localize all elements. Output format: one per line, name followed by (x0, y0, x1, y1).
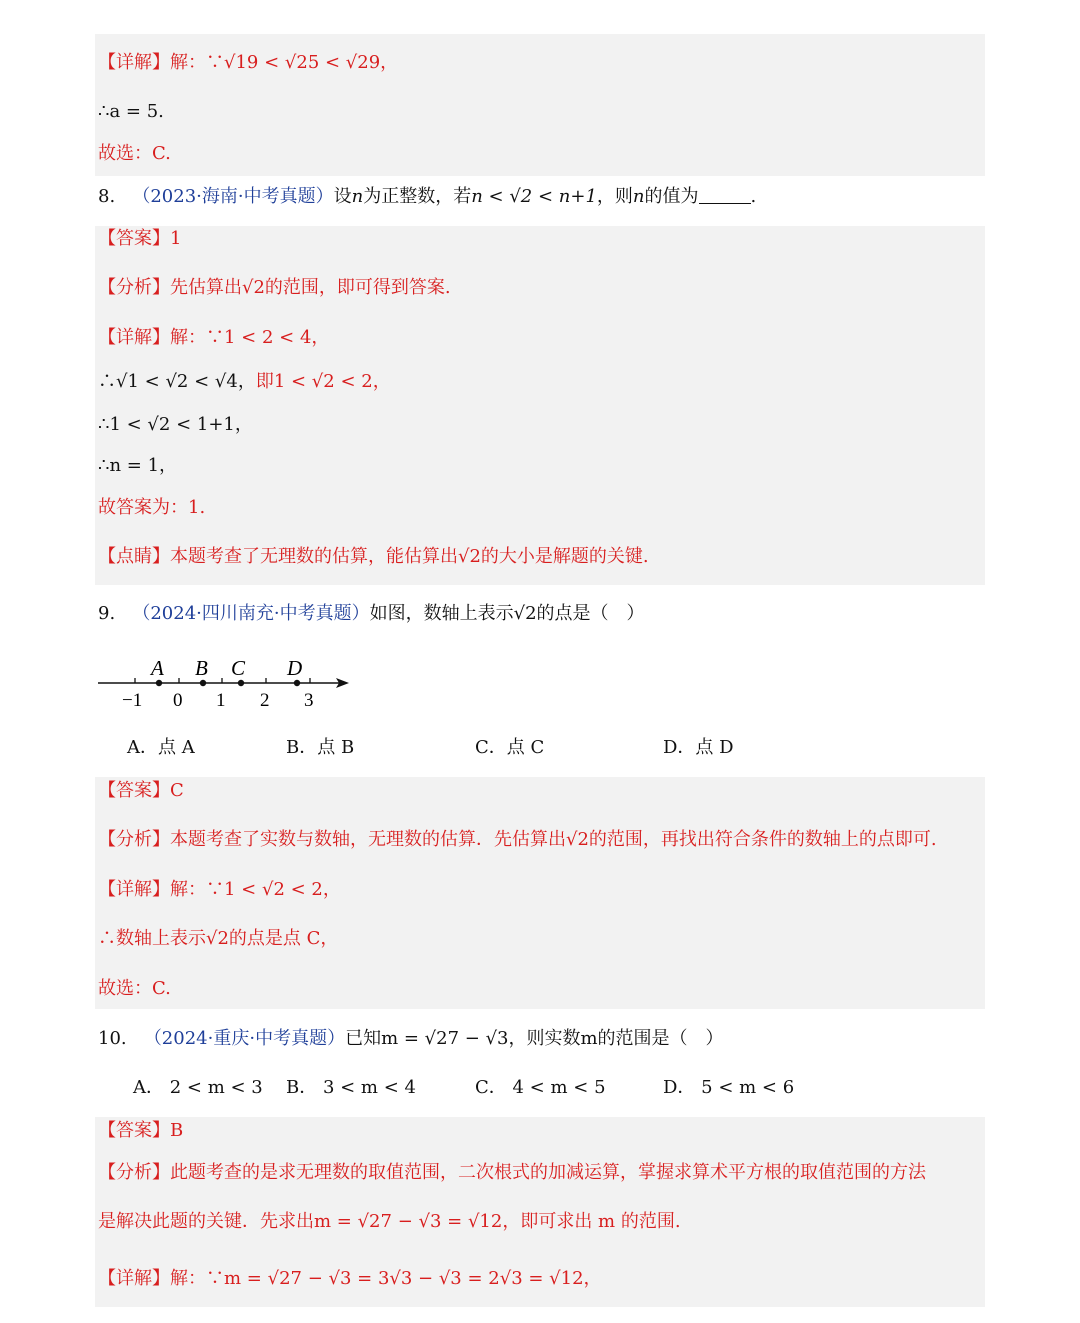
point-label-a: A (151, 656, 164, 680)
q8-d2a: ∴√1 < √2 < √4， (98, 371, 256, 392)
q9-options (0, 731, 1080, 765)
q10-source: （2024·重庆·中考真题） (143, 1028, 346, 1049)
q10-analysis-2: 是解决此题的关键．先求出m = √27 − √3 = √12，即可求出 m 的范围. (98, 1211, 681, 1232)
q8-stem-c: ，则 (596, 186, 633, 207)
q9-detail-line2: ∴数轴上表示√2的点是点 C， (98, 928, 339, 949)
q8-inequality: n < √2 < n+1 (471, 186, 597, 207)
tick-label-3: 3 (304, 690, 314, 711)
q9-detail: 【详解】解：∵1 < √2 < 2， (98, 879, 341, 900)
number-line-figure (95, 648, 360, 714)
tick-label-0: 0 (173, 690, 183, 711)
q10-number: 10. (98, 1028, 127, 1049)
q8-detail-line4: ∴n = 1， (98, 455, 178, 476)
point-label-d: D (287, 656, 303, 680)
q8-detail-line3: ∴1 < √2 < 1+1， (98, 414, 253, 435)
q8-stem-end: . (750, 186, 757, 207)
tick-label-2: 2 (260, 690, 270, 711)
prev-choose: 故选：C. (98, 143, 171, 164)
q8-stem-b: 为正整数，若 (363, 186, 472, 207)
point-a-dot (156, 680, 162, 686)
q9-source: （2024·四川南充·中考真题） (132, 603, 370, 624)
point-c-dot (238, 680, 244, 686)
q10-detail: 【详解】解：∵m = √27 − √3 = 3√3 − √3 = 2√3 = √12， (98, 1268, 602, 1289)
q8-detail: 【详解】解：∵1 < 2 < 4， (98, 327, 330, 348)
q10-stem-text: 已知m = √27 − √3，则实数m的范围是（ ） (345, 1028, 724, 1049)
q8-var-n: n (351, 186, 364, 207)
q9-stem (98, 597, 645, 631)
point-label-b: B (195, 656, 208, 680)
q8-analysis: 【分析】先估算出√2的范围，即可得到答案. (98, 277, 451, 298)
q9-number: 9. (98, 603, 116, 624)
q8-final: 故答案为：1. (98, 497, 206, 518)
q8-stem (98, 180, 756, 214)
prev-detail: 【详解】解：∵√19 < √25 < √29， (98, 52, 399, 73)
point-label-c: C (231, 656, 246, 680)
q10-option-a: A． 2 < m < 3 (133, 1077, 263, 1098)
q9-analysis: 【分析】本题考查了实数与数轴，无理数的估算．先估算出√2的范围，再找出符合条件的数轴上的点即可. (98, 829, 937, 850)
q8-d2b: 即1 < √2 < 2， (255, 371, 391, 392)
q8-answer-blank (699, 183, 751, 204)
q10-option-c: C． 4 < m < 5 (475, 1077, 606, 1098)
q10-stem (98, 1022, 724, 1056)
q8-stem-d: 的值为 (644, 186, 699, 207)
q8-number: 8. (98, 186, 116, 207)
q9-option-c: C．点 C (475, 737, 545, 758)
q8-answer: 【答案】1 (98, 228, 182, 249)
point-b-dot (200, 680, 206, 686)
point-d-dot (294, 680, 300, 686)
tick-label-1: 1 (216, 690, 226, 711)
q8-var-n-2: n (632, 186, 645, 207)
q8-detail-line2 (98, 365, 391, 399)
q10-answer: 【答案】B (98, 1120, 184, 1141)
q10-option-b: B． 3 < m < 4 (286, 1077, 416, 1098)
q8-stem-a: 设 (333, 186, 352, 207)
q8-comment: 【点睛】本题考查了无理数的估算，能估算出√2的大小是解题的关键. (98, 546, 649, 567)
q10-analysis-1: 【分析】此题考查的是求无理数的取值范围，二次根式的加减运算，掌握求算术平方根的取值范围的方法 (98, 1162, 926, 1183)
q9-option-a: A．点 A (127, 737, 195, 758)
q9-option-b: B．点 B (286, 737, 355, 758)
q9-answer: 【答案】C (98, 780, 184, 801)
tick-label-minus1: −1 (122, 690, 143, 711)
q9-choose: 故选：C. (98, 978, 171, 999)
q9-stem-text: 如图，数轴上表示√2的点是（ ） (369, 603, 645, 624)
q9-option-d: D．点 D (663, 737, 734, 758)
prev-line2: ∴a = 5. (98, 101, 164, 122)
q10-option-d: D． 5 < m < 6 (663, 1077, 795, 1098)
q10-options (0, 1071, 1080, 1105)
q8-source: （2023·海南·中考真题） (132, 186, 334, 207)
